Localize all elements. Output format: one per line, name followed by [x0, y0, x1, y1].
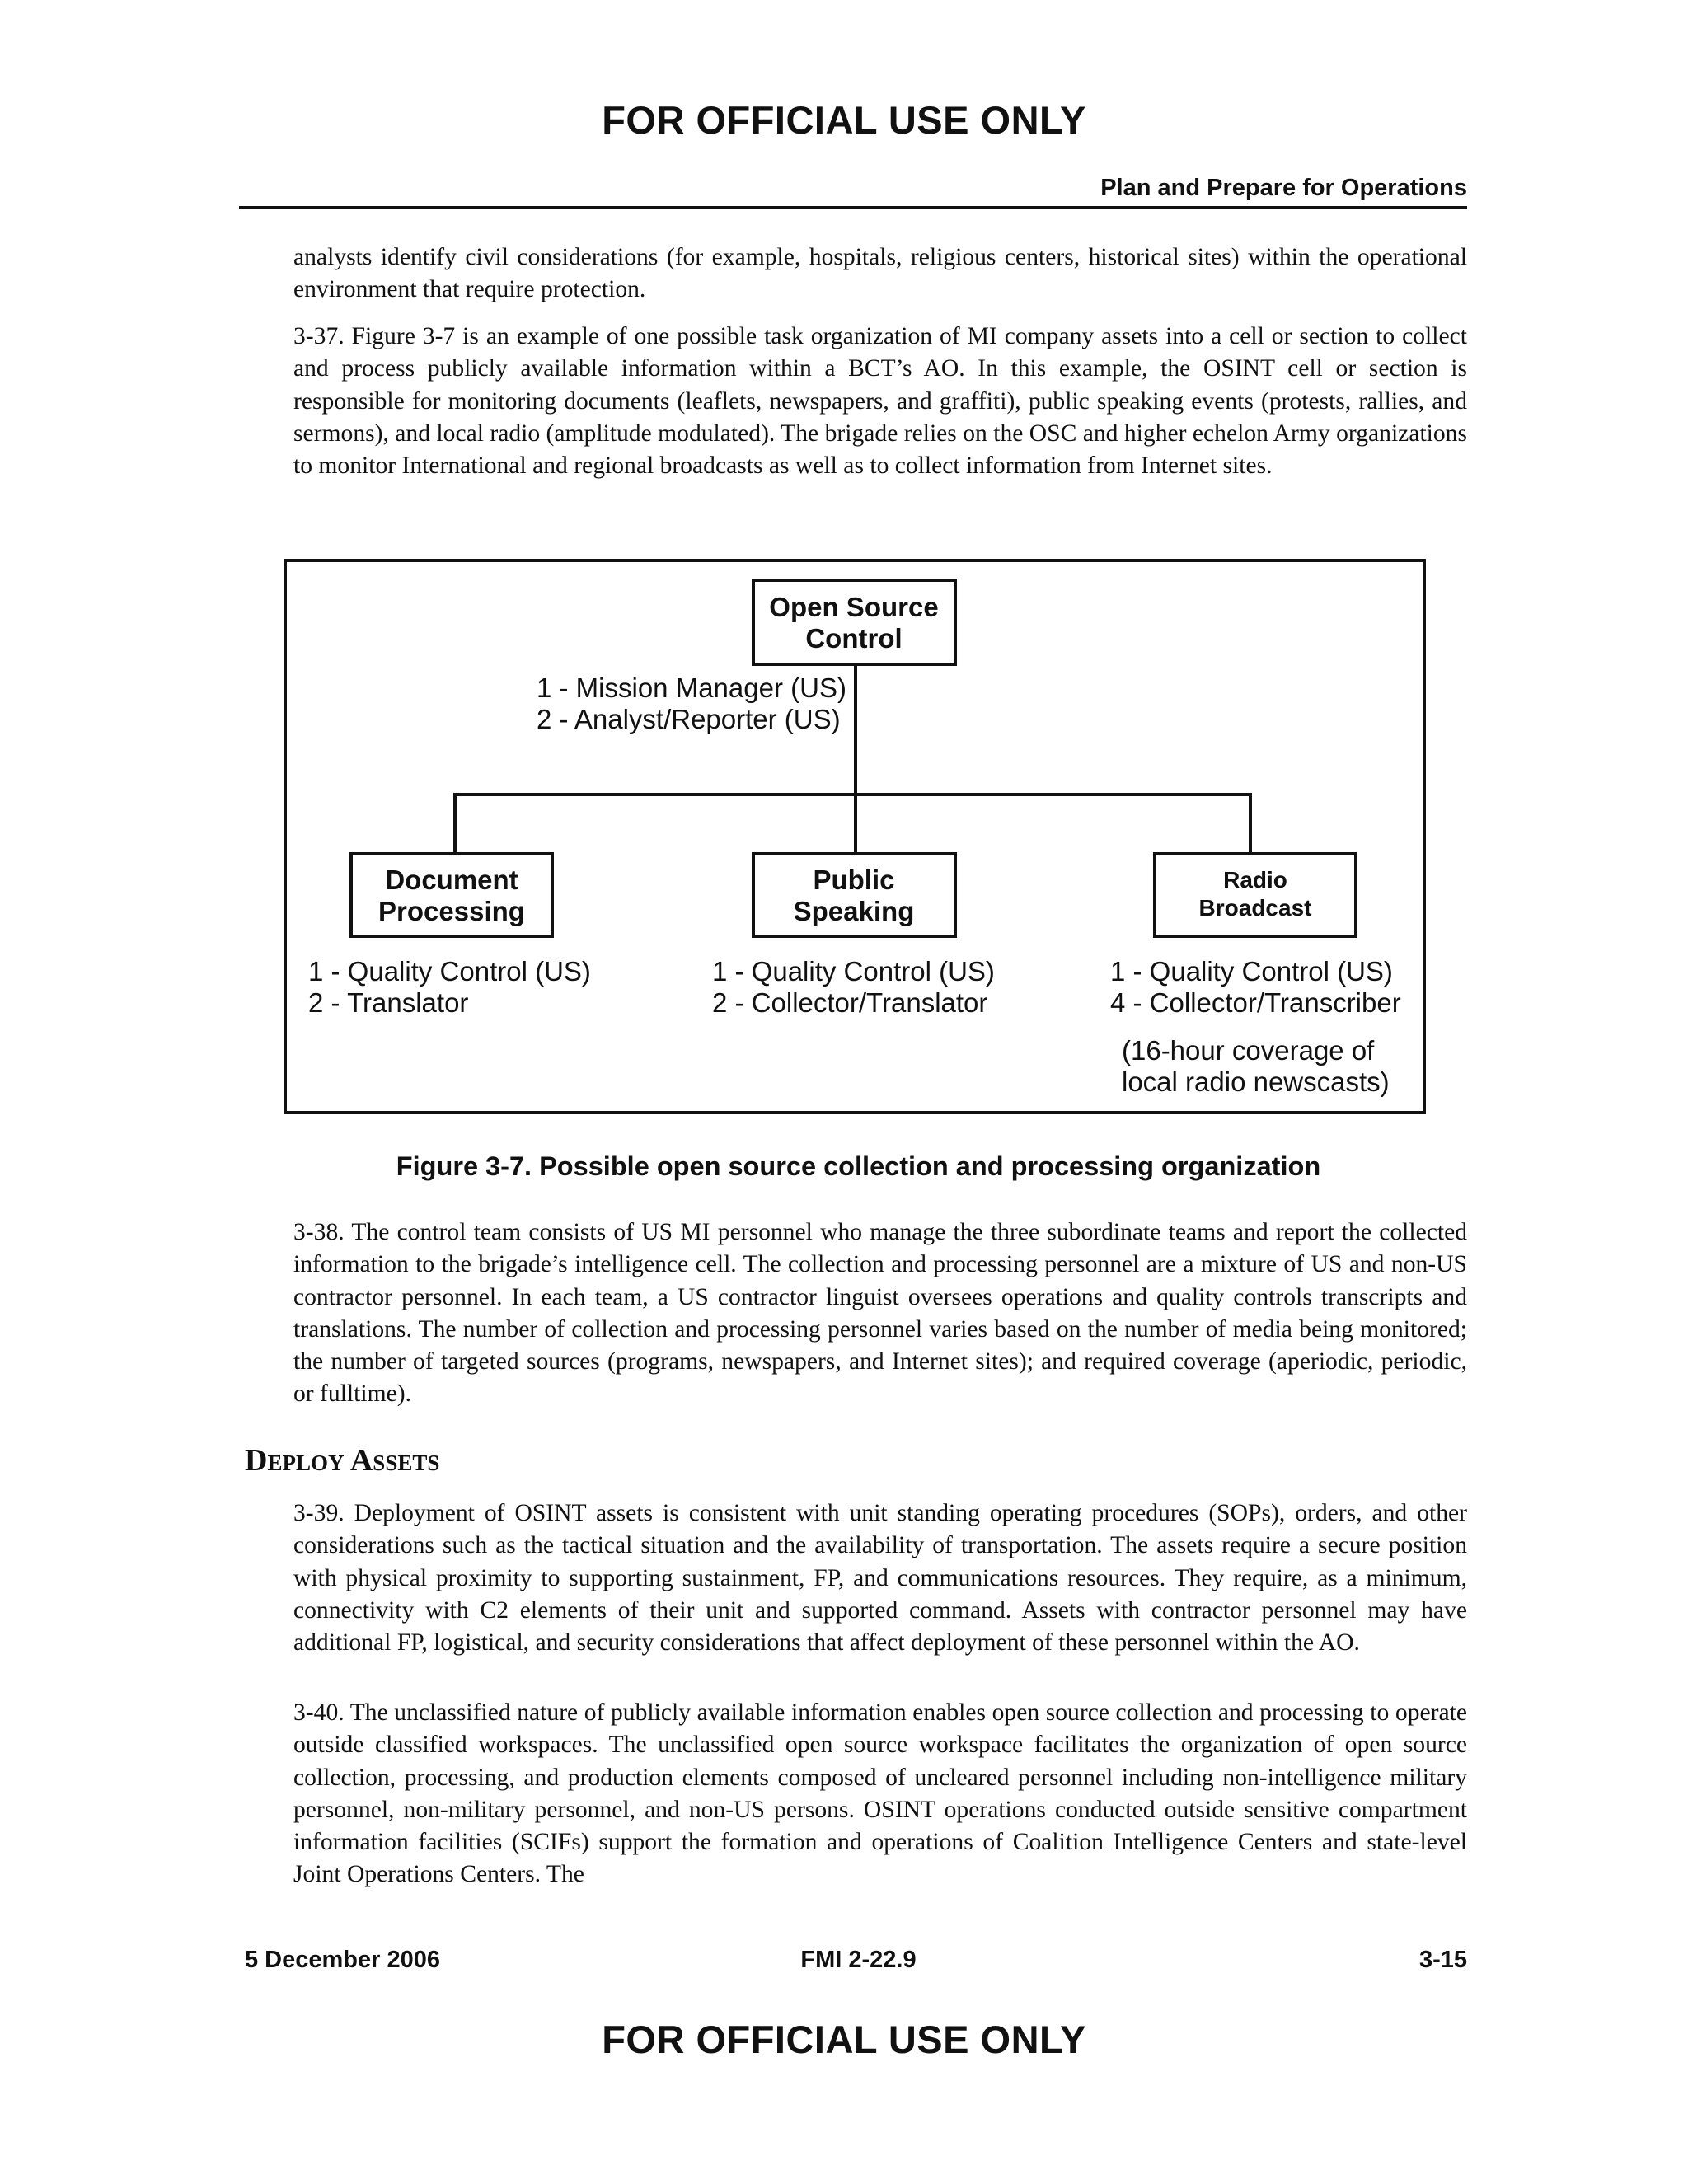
radio-note-2: local radio newscasts)	[1122, 1066, 1390, 1097]
control-staff-2: 2 - Analyst/Reporter (US)	[537, 704, 841, 734]
public-staff-1: 1 - Quality Control (US)	[712, 956, 995, 987]
public-title-line1: Public	[813, 865, 895, 895]
radio-staff-1: 1 - Quality Control (US)	[1110, 956, 1393, 987]
document-title-line2: Processing	[378, 896, 525, 926]
radio-note-1: (16-hour coverage of	[1122, 1035, 1375, 1066]
paragraph-continued: analysts identify civil considerations (for example, hospitals, religious centers, historical sites) within the operational environment that require protection.	[293, 244, 1467, 303]
paragraph-3-39: 3-39. Deployment of OSINT assets is consistent with unit standing operating procedures (SOPs), orders, and other considerations such as the tactical situation and the availability of transportation. The assets require a secure position with physical proximity to supporting sustainment, FP, and communications resources. They require, as a minimum, connectivity with C2 elements of their unit and supported command. Assets with contractor personnel may have additional FP, logistical, and security considerations that affect deployment of these personnel within the AO.	[293, 1500, 1467, 1657]
section-heading: Deploy Assets	[245, 1443, 440, 1478]
document-staff-1: 1 - Quality Control (US)	[308, 956, 591, 987]
control-title-line2: Control	[805, 623, 903, 654]
classification-banner-bottom: FOR OFFICIAL USE ONLY	[602, 2018, 1086, 2061]
radio-staff-2: 4 - Collector/Transcriber	[1110, 987, 1401, 1018]
public-staff-2: 2 - Collector/Translator	[712, 987, 988, 1018]
radio-title-line2: Broadcast	[1198, 895, 1312, 921]
control-staff-1: 1 - Mission Manager (US)	[537, 673, 846, 703]
public-title-line2: Speaking	[793, 896, 915, 926]
document-title-line1: Document	[385, 865, 518, 895]
running-head: Plan and Prepare for Operations	[1100, 175, 1467, 201]
control-title-line1: Open Source	[769, 592, 939, 622]
footer-date: 5 December 2006	[245, 1947, 440, 1973]
figure-caption: Figure 3-7. Possible open source collection and processing organization	[396, 1151, 1321, 1181]
org-chart-figure	[284, 559, 1426, 1114]
header-rule	[239, 206, 1467, 209]
classification-banner-top: FOR OFFICIAL USE ONLY	[602, 98, 1086, 142]
paragraph-3-40: 3-40. The unclassified nature of publicly available information enables open source collection and processing to operate outside classified workspaces. The unclassified open source workspace facilitates the organization of open source collection, processing, and production elements composed of uncleared personnel including non-intelligence military personnel, non-military personnel, and non-US persons. OSINT operations conducted outside sensitive compartment information facilities (SCIFs) support the formation and operations of Coalition Intelligence Centers and state-level Joint Operations Centers. The	[293, 1699, 1467, 1888]
paragraph-3-37: 3-37. Figure 3-7 is an example of one possible task organization of MI company assets into a cell or section to collect and process publicly available information within a BCT’s AO. In this example, the OSINT cell or section is responsible for monitoring documents (leaflets, newspapers, and graffiti), public speaking events (protests, rallies, and sermons), and local radio (amplitude modulated). The brigade relies on the OSC and higher echelon Army organizations to monitor International and regional broadcasts as well as to collect information from Internet sites.	[293, 323, 1467, 480]
document-staff-2: 2 - Translator	[308, 987, 469, 1018]
footer-page-number: 3-15	[1418, 1947, 1467, 1973]
footer-document-id: FMI 2-22.9	[800, 1947, 917, 1973]
paragraph-3-38: 3-38. The control team consists of US MI personnel who manage the three subordinate teams and report the collected information to the brigade’s intelligence cell. The collection and processing personnel are a mixture of US and non-US contractor personnel. In each team, a US contractor linguist oversees operations and quality controls transcripts and translations. The number of collection and processing personnel varies based on the number of media being monitored; the number of targeted sources (programs, newspapers, and Internet sites); and required coverage (aperiodic, periodic, or fulltime).	[293, 1219, 1467, 1408]
radio-title-line1: Radio	[1223, 867, 1287, 893]
